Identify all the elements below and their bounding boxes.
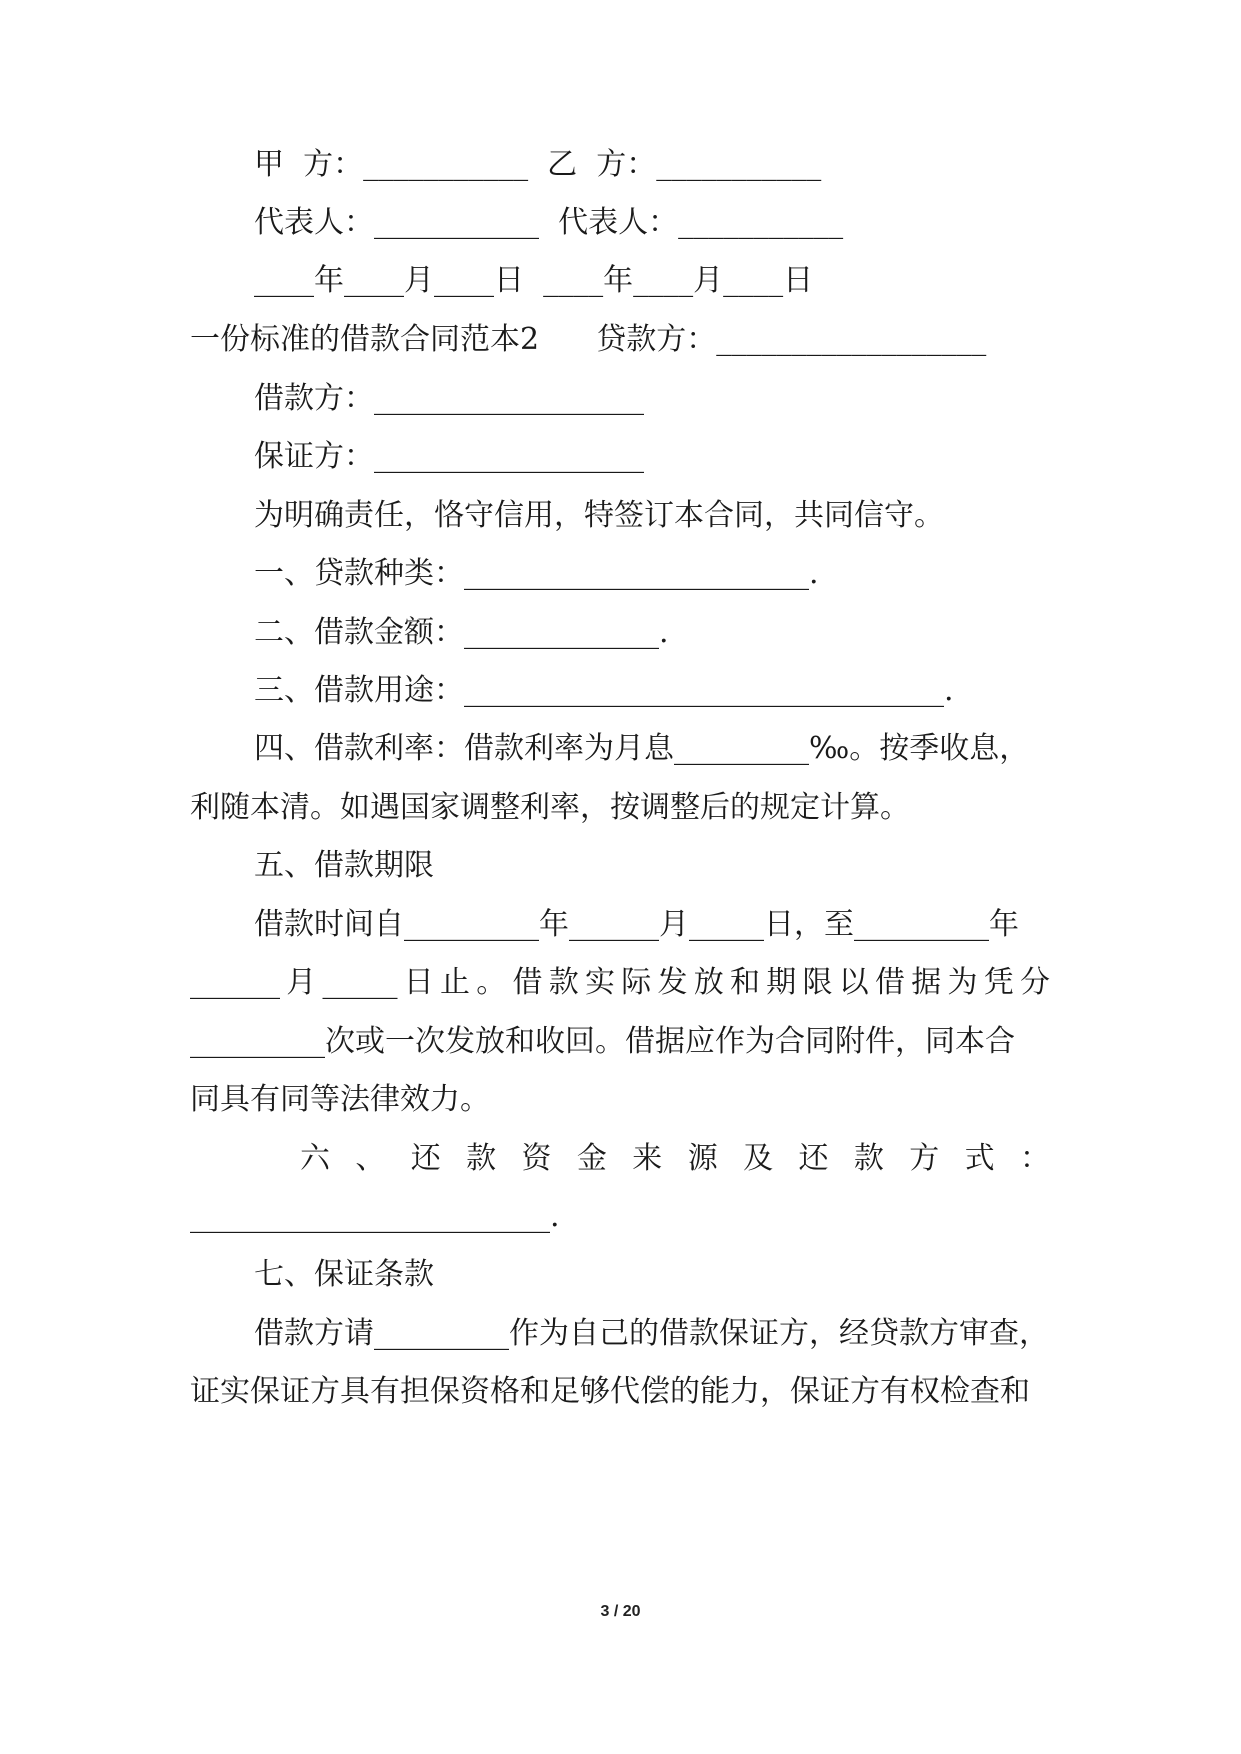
clause-5-heading: 五、借款期限 <box>254 848 434 883</box>
preamble-line: 为明确责任，恪守信用，特签订本合同，共同信守。 <box>254 498 944 533</box>
borrower-line: 借款方：__________________ <box>254 381 644 416</box>
clause-5-text-line-1: 借款时间自_________年______月_____日，至_________年 <box>254 907 1019 942</box>
clause-5-text-line-3: _________次或一次发放和收回。借据应作为合同附件，同本合 <box>190 1024 1015 1059</box>
guarantor-line: 保证方：__________________ <box>254 439 644 474</box>
clause-1-loan-type: 一、贷款种类：_______________________. <box>254 556 819 591</box>
representative-line: 代表人：___________ 代表人：___________ <box>254 205 844 240</box>
clause-7-text-line-1: 借款方请_________作为自己的借款保证方，经贷款方审查， <box>254 1316 1049 1351</box>
clause-5-text-line-4: 同具有同等法律效力。 <box>190 1082 490 1117</box>
contract-title-lender-line: 一份标准的借款合同范本2 贷款方：__________________ <box>190 322 987 357</box>
clause-3-loan-purpose: 三、借款用途：________________________________. <box>254 673 954 708</box>
clause-6-blank: ________________________. <box>190 1199 560 1234</box>
party-a-b-line: 甲 方：___________ 乙 方：___________ <box>254 147 822 182</box>
clause-5-text-line-2: ______月_____日止。借款实际发放和期限以借据为凭分 <box>190 965 1050 1000</box>
clause-2-loan-amount: 二、借款金额：_____________. <box>254 615 669 650</box>
date-line: ____年____月____日 ____年____月____日 <box>254 263 814 298</box>
page-number: 3 / 20 <box>600 1603 641 1620</box>
clause-7-heading: 七、保证条款 <box>254 1257 434 1292</box>
clause-7-text-line-2: 证实保证方具有担保资格和足够代偿的能力，保证方有权检查和 <box>190 1374 1030 1409</box>
clause-4-continuation: 利随本清。如遇国家调整利率，按调整后的规定计算。 <box>190 790 910 825</box>
clause-4-interest-rate: 四、借款利率：借款利率为月息_________‰。按季收息， <box>254 731 1030 766</box>
clause-6-heading: 六、还款资金来源及还款方式： <box>300 1141 1050 1176</box>
